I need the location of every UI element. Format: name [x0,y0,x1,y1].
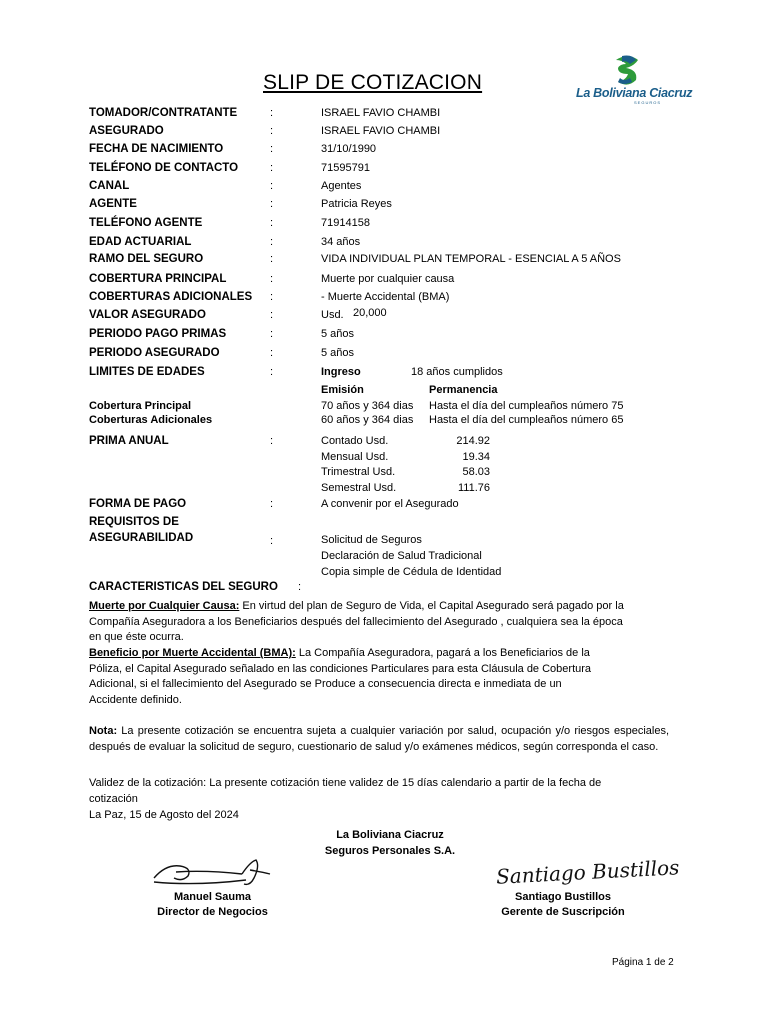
prima-row-amount: 214.92 [456,435,490,447]
forma-pago-value: A convenir por el Asegurado [321,498,459,510]
field-label: FECHA DE NACIMIENTO [89,143,224,155]
company-legal: Seguros Personales S.A. [324,845,456,857]
limits-row-emision: 60 años y 364 dias [321,414,414,426]
caracteristicas-label: CARACTERISTICAS DEL SEGURO [89,581,278,593]
validez-text: Validez de la cotización: La presente cotización tiene validez de 15 días calendario a partir de la fecha de cotización [89,777,602,805]
field-amount: 20,000 [353,307,387,319]
forma-pago-label: FORMA DE PAGO [89,498,187,510]
field-value: 71914158 [321,217,370,229]
field-value: Usd. [321,309,344,321]
field-colon: : [270,328,274,340]
requisito-item: Copia simple de Cédula de Identidad [321,566,502,578]
signature-manuel-sauma [146,852,276,894]
field-value: ISRAEL FAVIO CHAMBI [321,125,441,137]
field-label: VALOR ASEGURADO [89,309,206,321]
field-colon: : [270,273,274,285]
field-colon: : [270,162,274,174]
field-value: ISRAEL FAVIO CHAMBI [321,107,441,119]
prima-row-name: Trimestral Usd. [321,466,396,478]
signatory-name: Santiago Bustillos [515,891,611,903]
prima-row-amount: 58.03 [462,466,490,478]
logo-subtext: SEGUROS [634,100,662,105]
field-label: AGENTE [89,198,137,210]
prima-row-name: Mensual Usd. [321,451,389,463]
clause-bma [89,646,604,708]
prima-colon: : [270,435,274,447]
field-label: ASEGURADO [89,125,164,137]
field-label: TOMADOR/CONTRATANTE [89,107,238,119]
requisito-item: Solicitud de Seguros [321,534,422,546]
prima-row-amount: 19.34 [462,451,490,463]
prima-row-amount: 111.76 [457,482,490,494]
field-value: 34 años [321,236,361,248]
field-value: 71595791 [321,162,370,174]
clause-muerte [89,599,629,646]
forma-pago-colon: : [270,498,274,510]
field-value: - Muerte Accidental (BMA) [321,291,450,303]
field-value: Patricia Reyes [321,198,392,210]
limits-label: LIMITES DE EDADES [89,366,205,378]
company-name: La Boliviana Ciacruz [336,829,444,841]
field-colon: : [270,125,274,137]
field-colon: : [270,107,274,119]
ingreso-label: Ingreso [321,366,361,378]
field-label: COBERTURAS ADICIONALES [89,291,253,303]
limits-row-label: Cobertura Principal [89,400,192,412]
logo-text: La Boliviana Ciacruz [576,86,693,100]
field-value: Muerte por cualquier causa [321,273,455,285]
prima-row-name: Semestral Usd. [321,482,397,494]
place-date: La Paz, 15 de Agosto del 2024 [89,809,239,821]
nota-text: La presente cotización se encuentra sujeta a cualquier variación por salud, ocupación y/o riesgos especiales, después de evaluar la solicitud de seguro, cuestionario de salud y/o exámenes médicos, según corresponda el caso. [89,725,669,753]
field-colon: : [270,291,274,303]
requisito-item: Declaración de Salud Tradicional [321,550,482,562]
field-colon: : [270,253,274,265]
requisitos-label: REQUISITOS DE [89,516,179,528]
limits-colon: : [270,366,274,378]
field-value: VIDA INDIVIDUAL PLAN TEMPORAL - ESENCIAL A 5 AÑOS [321,253,621,265]
field-label: PERIODO ASEGURADO [89,347,220,359]
clause-title: Beneficio por Muerte Accidental (BMA): [89,647,296,659]
field-label: RAMO DEL SEGURO [89,253,204,265]
limits-row-permanencia: Hasta el día del cumpleaños número 75 [429,400,624,412]
nota [89,724,669,755]
field-colon: : [270,180,274,192]
field-value: 5 años [321,328,355,340]
signatory-title: Gerente de Suscripción [501,906,625,918]
signatory-title: Director de Negocios [157,906,268,918]
prima-row-name: Contado Usd. [321,435,389,447]
field-value: 5 años [321,347,355,359]
clause-title: Muerte por Cualquier Causa: [89,600,240,612]
nota-title: Nota: [89,725,118,737]
field-label: COBERTURA PRINCIPAL [89,273,227,285]
requisitos-colon: : [270,535,274,547]
company-logo [572,52,693,110]
field-colon: : [270,198,274,210]
signature-santiago-bustillos: Santiago Bustillos [495,855,680,889]
permanencia-header: Permanencia [429,384,498,396]
field-label: PERIODO PAGO PRIMAS [89,328,227,340]
field-colon: : [270,217,274,229]
document-title: SLIP DE COTIZACION [263,71,483,94]
field-value: Agentes [321,180,362,192]
prima-label: PRIMA ANUAL [89,435,169,447]
field-label: CANAL [89,180,130,192]
page-number: Página 1 de 2 [612,957,674,968]
logo-mark-icon [572,52,684,110]
limits-row-label: Coberturas Adicionales [89,414,213,426]
limits-row-emision: 70 años y 364 dias [321,400,414,412]
clause-text: En virtud del plan de Seguro de Vida, el Capital Asegurado será pagado por la Compañía Aseguradora a los Beneficiarios después del fallecimiento del Asegurado , cualquiera sea la época en que éste ocurra. [89,600,624,643]
field-label: EDAD ACTUARIAL [89,236,192,248]
requisitos-label: ASEGURABILIDAD [89,532,194,544]
field-colon: : [270,347,274,359]
ingreso-value: 18 años cumplidos [411,366,503,378]
field-label: TELÉFONO DE CONTACTO [89,162,239,174]
field-colon: : [270,143,274,155]
limits-row-permanencia: Hasta el día del cumpleaños número 65 [429,414,624,426]
field-value: 31/10/1990 [321,143,377,155]
field-colon: : [270,236,274,248]
caracteristicas-colon: : [298,581,302,593]
emision-header: Emisión [321,384,364,396]
clause-text: La Compañía Aseguradora, pagará a los Beneficiarios de la Póliza, el Capital Asegurado señalado en las condiciones Particulares para esta Cláusula de Cobertura Adicional, si el fallecimiento del Asegurado se Produce a consecuencia directa e inmediata de un Accidente definido. [89,647,592,706]
field-colon: : [270,309,274,321]
signatory-name: Manuel Sauma [173,891,252,903]
field-label: TELÉFONO AGENTE [89,217,203,229]
